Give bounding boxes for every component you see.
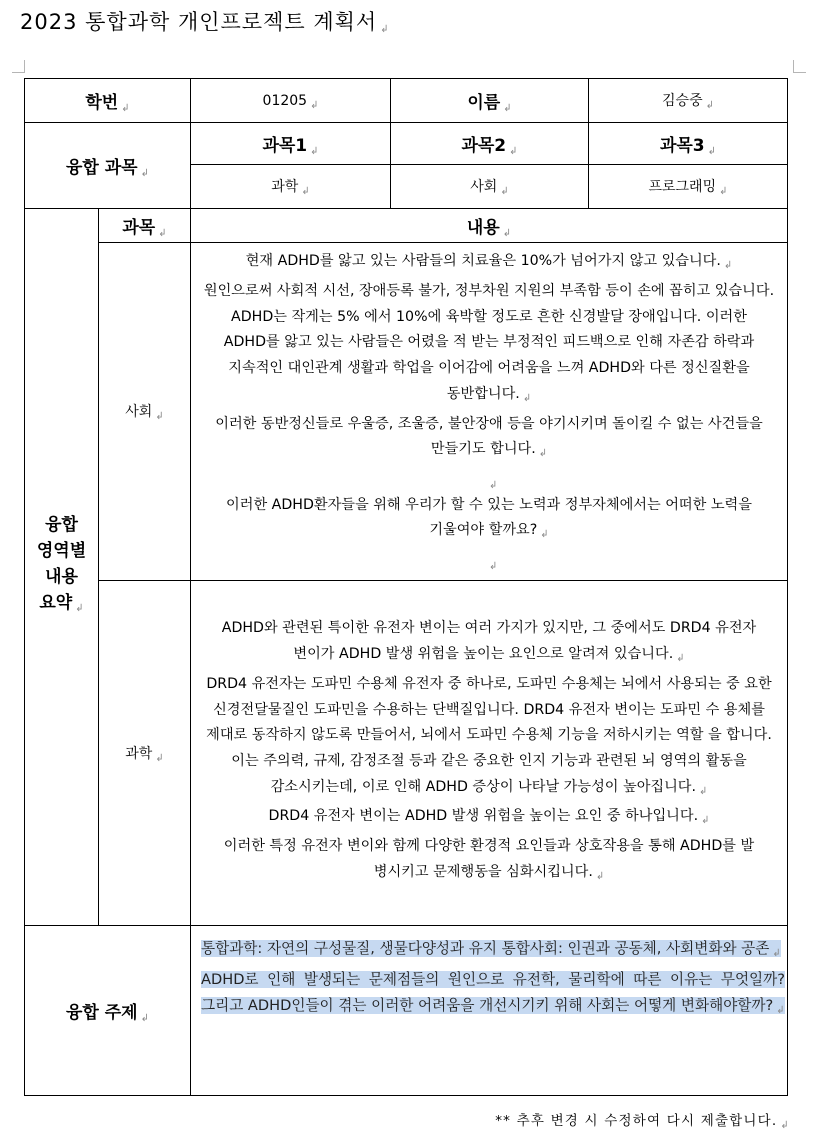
content-paragraph: DRD4 유전자는 도파민 수용체 유전자 중 하나로, 도파민 수용체는 뇌에서 사용되는 중 요한 신경전달물질인 도파민을 수용하는 단백질입니다. DRD4 유전자 변이는 도파민 수 용체를 제대로 동작하지 않도록 만들어서, 뇌에서 도파민 수용체 기능을 저하시키는 역할 을 합니다. 이는 주의력, 규제, 감정조절 등과 같은 중요한 인지 기능과 관련된 뇌 영역의 활동을 감소시키는데, 이로 인해 ADHD 증상이 나타날 가능성이 높아집니다. ↲ bbox=[201, 672, 777, 805]
fusion-theme-label-cell bbox=[25, 926, 191, 1096]
empty-paragraph bbox=[201, 548, 777, 574]
summary-row-content-cell[interactable] bbox=[191, 581, 788, 926]
student-id-label: 학번 ↲ bbox=[85, 93, 129, 113]
content-paragraph: 원인으로써 사회적 시선, 장애등록 불가, 정부차원 지원의 부족함 등이 손에 꼽히고 있습니다. ADHD는 작게는 5% 에서 10%에 육박할 정도로 흔한 신경발달 장애입니다. 이러한 ADHD를 앓고 있는 사람들은 어렸을 적 받는 부정적인 피드백으로 인해 자존감 하락과 지속적인 대인관계 생활과 학업을 이어감에 어려움을 느껴 ADHD와 다른 정신질환을 동반합니다. ↲ bbox=[201, 279, 777, 412]
fusion-theme-content-cell[interactable] bbox=[191, 926, 788, 1096]
fusion-subject-label-cell bbox=[25, 123, 191, 209]
summary-label-cell bbox=[25, 209, 99, 926]
summary-row-subject-science: 과학 ↲ bbox=[125, 746, 163, 762]
empty-paragraph bbox=[201, 467, 777, 493]
subject-value-2: 사회 ↲ bbox=[470, 179, 508, 195]
page-corner-mark bbox=[12, 60, 25, 73]
theme-paragraph: ADHD로 인해 발생되는 문제점들의 원인으로 유전학, 물리학에 따른 이유는 무엇일까? 그리고 ADHD인들이 겪는 이러한 어려움을 개선시기키 위해 사회는 어떻게 변화해야할까? ↲ bbox=[201, 971, 785, 1014]
fusion-subject-label: 융합 과목 ↲ bbox=[66, 158, 149, 178]
student-id-value-cell[interactable] bbox=[191, 79, 391, 123]
name-value-cell[interactable] bbox=[589, 79, 788, 123]
subject-header-cell bbox=[191, 123, 391, 165]
summary-row-subject-cell bbox=[99, 243, 191, 581]
footnote: ** 추후 변경 시 수정하여 다시 제출합니다. ↲ bbox=[495, 1109, 790, 1131]
summary-content-header-cell bbox=[191, 209, 788, 243]
page-corner-mark bbox=[793, 60, 806, 73]
theme-paragraph: 통합과학: 자연의 구성물질, 생물다양성과 유지 통합사회: 인권과 공동체, 사회변화와 공존 ↲ bbox=[201, 940, 781, 957]
subject-header-3: 과목3 ↲ bbox=[660, 136, 716, 156]
plan-table bbox=[24, 78, 788, 1096]
content-paragraph: 이러한 특정 유전자 변이와 함께 다양한 환경적 요인들과 상호작용을 통해 ADHD를 발 병시키고 문제행동을 심화시킵니다. ↲ bbox=[201, 834, 777, 889]
name-label: 이름 ↲ bbox=[467, 93, 511, 113]
summary-row-subject-cell bbox=[99, 581, 191, 926]
document-title: 2023 통합과학 개인프로젝트 계획서 ↲ bbox=[20, 6, 390, 36]
subject-value-cell[interactable] bbox=[589, 165, 788, 209]
content-paragraph: 이러한 동반정신들로 우울증, 조울증, 불안장애 등을 야기시키며 돌이킬 수 없는 사건들을 만들기도 합니다. ↲ bbox=[201, 412, 777, 467]
subject-value-cell[interactable] bbox=[391, 165, 589, 209]
student-id-label-cell bbox=[25, 79, 191, 123]
summary-label-line: 영역별 bbox=[36, 541, 87, 561]
summary-subject-header-cell bbox=[99, 209, 191, 243]
subject-value-1: 과학 ↲ bbox=[271, 179, 309, 195]
name-value: 김승중 ↲ bbox=[662, 93, 714, 109]
society-content bbox=[191, 249, 787, 573]
content-paragraph: ADHD와 관련된 특이한 유전자 변이는 여러 가지가 있지만, 그 중에서도 DRD4 유전자 변이가 ADHD 발생 위험을 높이는 요인으로 알려져 있습니다. ↲ bbox=[201, 616, 777, 671]
subject-value-3: 프로그래밍 ↲ bbox=[648, 179, 727, 195]
name-label-cell bbox=[391, 79, 589, 123]
content-paragraph: 현재 ADHD를 앓고 있는 사람들의 치료율은 10%가 넘어가지 않고 있습니다. ↲ bbox=[201, 249, 777, 279]
fusion-theme-content bbox=[201, 936, 787, 1025]
science-content bbox=[191, 616, 787, 889]
summary-content-header: 내용 ↲ bbox=[467, 218, 511, 238]
content-paragraph: DRD4 유전자 변이는 ADHD 발생 위험을 높이는 요인 중 하나입니다. ↲ bbox=[201, 804, 777, 834]
subject-value-cell[interactable] bbox=[191, 165, 391, 209]
summary-label-line: 내용 bbox=[45, 567, 78, 587]
summary-label-line: 요약 ↲ bbox=[25, 590, 98, 622]
summary-subject-header: 과목 ↲ bbox=[122, 218, 166, 238]
subject-header-1: 과목1 ↲ bbox=[262, 136, 318, 156]
content-paragraph: 이러한 ADHD환자들을 위해 우리가 할 수 있는 노력과 정부자체에서는 어떠한 노력을 기울여야 할까요? ↲ bbox=[201, 493, 777, 548]
subject-header-cell bbox=[391, 123, 589, 165]
student-id-value: 01205 ↲ bbox=[263, 93, 319, 109]
summary-row-subject-society: 사회 ↲ bbox=[125, 404, 163, 420]
summary-row-content-cell[interactable] bbox=[191, 243, 788, 581]
fusion-theme-label: 융합 주제 ↲ bbox=[66, 1003, 149, 1023]
subject-header-2: 과목2 ↲ bbox=[461, 136, 517, 156]
summary-label-line: 융합 bbox=[45, 515, 78, 535]
subject-header-cell bbox=[589, 123, 788, 165]
